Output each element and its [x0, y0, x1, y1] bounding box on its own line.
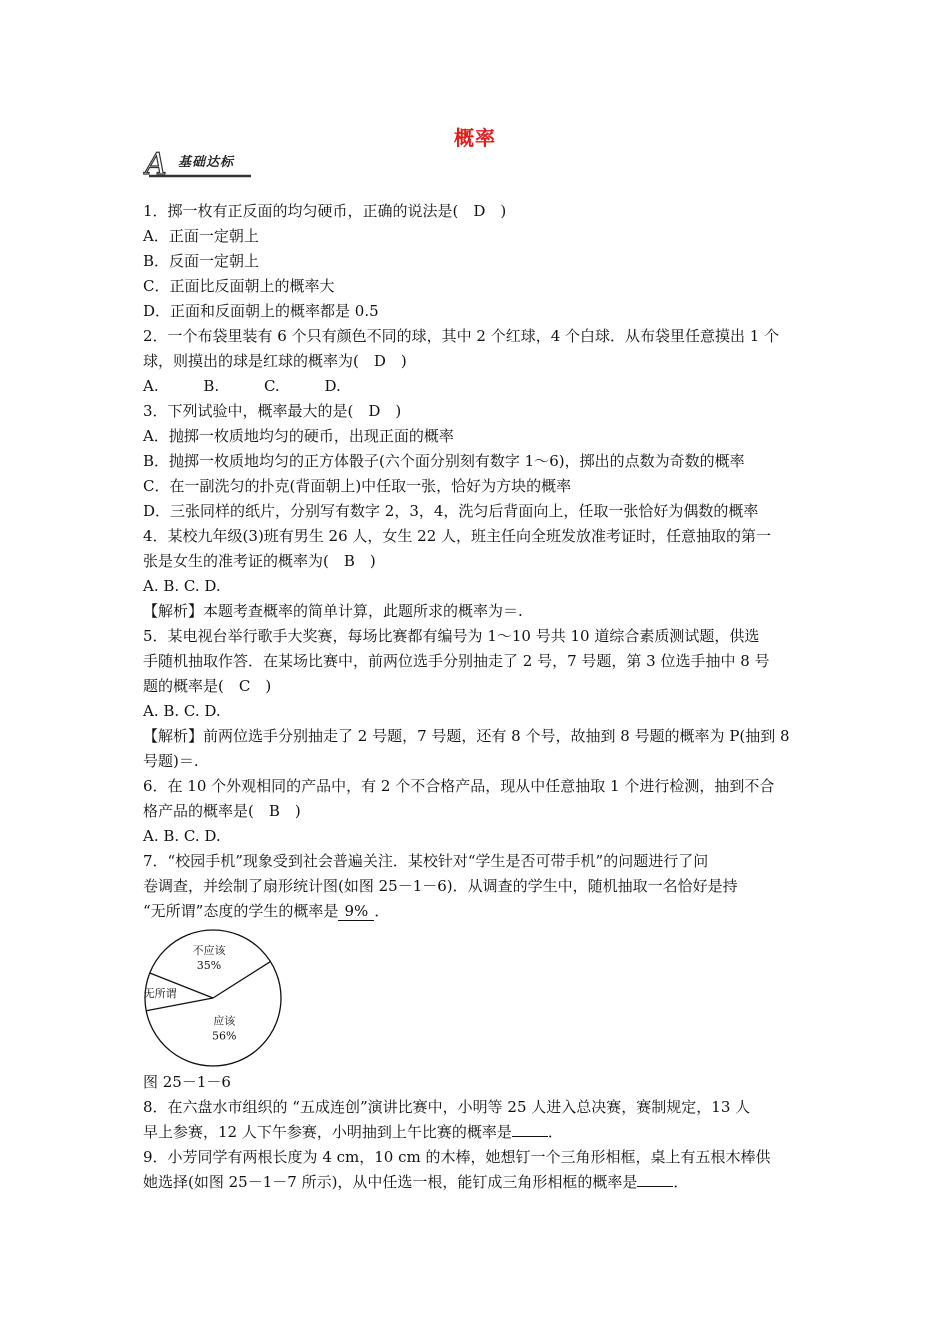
q9-stem-line1: 9．小芳同学有两根长度为 4 cm，10 cm 的木棒，她想钉一个三角形相框，桌上有五根木棒供	[143, 1148, 771, 1166]
pie-label-3: 应该	[213, 1014, 236, 1028]
q2-option-a: A.	[143, 377, 159, 395]
question-list	[143, 199, 811, 1195]
q2-option-d: D.	[324, 377, 341, 395]
q3-stem: 3．下列试验中，概率最大的是( D )	[143, 402, 402, 420]
q3-option-d: D．三张同样的纸片，分别写有数字 2，3，4，洗匀后背面向上，任取一张恰好为偶数的概率	[143, 502, 759, 520]
q7-stem-line3-prefix: “无所谓”态度的学生的概率是	[143, 902, 339, 920]
q9-answer-blank	[637, 1170, 673, 1187]
pie-value-label-1: 35%	[196, 959, 222, 973]
q1-stem: 1．掷一枚有正反面的均匀硬币，正确的说法是( D )	[143, 202, 507, 220]
q1-option-c: C．正面比反面朝上的概率大	[143, 277, 335, 295]
q2-stem-line1: 2．一个布袋里装有 6 个只有颜色不同的球，其中 2 个红球，4 个白球．从布袋里任意摸出 1 个	[143, 327, 780, 345]
q3-option-a: A．抛掷一枚质地均匀的硬币，出现正面的概率	[143, 427, 454, 445]
q8-stem-line1: 8．在六盘水市组织的 “五成连创”演讲比赛中，小明等 25 人进入总决赛，赛制规定，13 人	[143, 1098, 751, 1116]
q6-stem-line2: 格产品的概率是( B )	[143, 802, 301, 820]
q5-stem-line1: 5．某电视台举行歌手大奖赛，每场比赛都有编号为 1～10 号共 10 道综合素质测试题，供选	[143, 627, 760, 645]
pie-chart	[143, 928, 293, 1068]
q8-answer-blank	[512, 1120, 548, 1137]
section-label: 基础达标	[178, 155, 235, 170]
section-badge	[143, 146, 255, 178]
q7-stem-line1: 7．“校园手机”现象受到社会普遍关注．某校针对“学生是否可带手机”的问题进行了问	[143, 852, 709, 870]
q2-option-b: B.	[203, 377, 220, 395]
q4-analysis: 【解析】本题考查概率的简单计算，此题所求的概率为＝.	[143, 602, 523, 620]
q5-stem-line2: 手随机抽取作答．在某场比赛中，前两位选手分别抽走了 2 号，7 号题，第 3 位选手抽中 8 号	[143, 652, 770, 670]
badge-letter: A	[145, 147, 167, 178]
q6-stem-line1: 6．在 10 个外观相同的产品中，有 2 个不合格产品，现从中任意抽取 1 个进行检测，抽到不合	[143, 777, 775, 795]
pie-value-label-3: 56%	[212, 1029, 237, 1043]
q2-options	[143, 374, 811, 399]
q7-answer: 9%	[338, 902, 374, 921]
q9-stem-line2	[143, 1170, 811, 1195]
page-title: 概率	[454, 126, 496, 150]
q8-stem-line2-prefix: 早上参赛，12 人下午参赛，小明抽到上午比赛的概率是	[143, 1123, 512, 1141]
q1-option-d: D．正面和反面朝上的概率都是 0.5	[143, 302, 379, 320]
q5-analysis-line1: 【解析】前两位选手分别抽走了 2 号题，7 号题，还有 8 个号，故抽到 8 号题的概率为 P(抽到 8	[143, 727, 790, 745]
q5-analysis-line2: 号题)＝.	[143, 752, 199, 770]
q1-option-a: A．正面一定朝上	[143, 227, 259, 245]
q2-stem-line2: 球，则摸出的球是红球的概率为( D )	[143, 352, 407, 370]
q6-options: A. B. C. D.	[143, 827, 221, 845]
q9-stem-line2-suffix: ．	[673, 1173, 689, 1191]
pie-label-2: 无所谓	[143, 987, 177, 1001]
q5-options: A. B. C. D.	[143, 702, 221, 720]
q2-option-c: C.	[263, 377, 280, 395]
q4-stem-line2: 张是女生的准考证的概率为( B )	[143, 552, 376, 570]
q7-stem-line3-suffix: ．	[374, 902, 390, 920]
q4-stem-line1: 4．某校九年级(3)班有男生 26 人，女生 22 人，班主任向全班发放准考证时，任意抽取的第一	[143, 527, 772, 545]
q7-stem-line3	[143, 899, 811, 924]
q7-figure-caption: 图 25－1－6	[143, 1073, 231, 1091]
q3-option-c: C．在一副洗匀的扑克(背面朝上)中任取一张，恰好为方块的概率	[143, 477, 572, 495]
q8-stem-line2-suffix: ．	[547, 1123, 563, 1141]
q9-stem-line2-prefix: 她选择(如图 25－1－7 所示)，从中任选一根，能钉成三角形相框的概率是	[143, 1173, 638, 1191]
pie-label-1: 不应该	[192, 944, 226, 958]
q7-stem-line2: 卷调查，并绘制了扇形统计图(如图 25－1－6)．从调查的学生中，随机抽取一名恰好是持	[143, 877, 738, 895]
q1-option-b: B．反面一定朝上	[143, 252, 260, 270]
q5-stem-line3: 题的概率是( C )	[143, 677, 272, 695]
q3-option-b: B．抛掷一枚质地均匀的正方体骰子(六个面分别刻有数字 1～6)，掷出的点数为奇数的概率	[143, 452, 745, 470]
q8-stem-line2	[143, 1120, 811, 1145]
q4-options: A. B. C. D.	[143, 577, 221, 595]
